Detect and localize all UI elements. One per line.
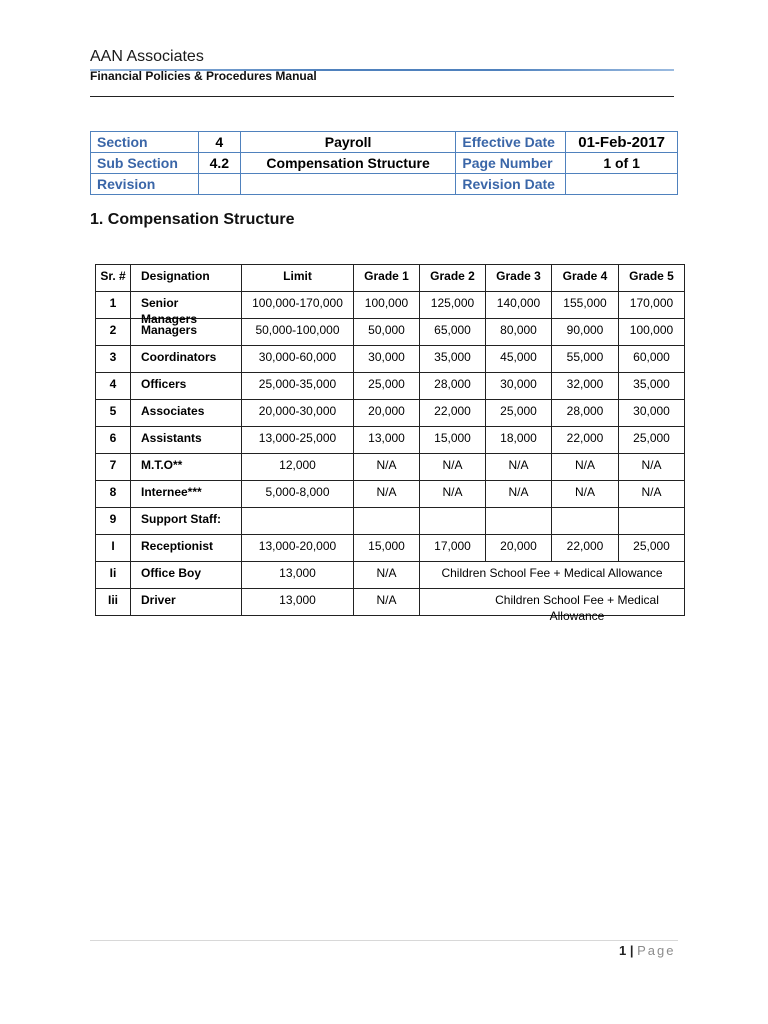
limit-cell (242, 508, 354, 535)
table-row (96, 373, 685, 400)
row-number: 3 (96, 346, 131, 373)
page-footer (619, 943, 676, 958)
footer-divider (90, 940, 678, 941)
document-meta-table (90, 131, 678, 195)
page-number-label: Page Number (456, 153, 566, 174)
limit-cell: 30,000-60,000 (242, 346, 354, 373)
grade-cell: 100,000 (354, 292, 420, 319)
limit-cell: 13,000 (242, 589, 354, 616)
row-number: Ii (96, 562, 131, 589)
grade-cell: 35,000 (619, 373, 685, 400)
limit-cell: 13,000-20,000 (242, 535, 354, 562)
grade-cell: N/A (619, 454, 685, 481)
grade-cell: 13,000 (354, 427, 420, 454)
footer-page-word: Page (637, 943, 676, 958)
row-number: 8 (96, 481, 131, 508)
grade-cell: 22,000 (420, 400, 486, 427)
footer-separator: | (629, 943, 634, 958)
compensation-table (95, 264, 685, 623)
grade-cell: N/A (420, 481, 486, 508)
grade-cell: 18,000 (486, 427, 552, 454)
grade-cell: 28,000 (420, 373, 486, 400)
table-row (96, 481, 685, 508)
table-row (96, 535, 685, 562)
grade-cell: 50,000 (354, 319, 420, 346)
grade-cell: 28,000 (552, 400, 619, 427)
grade-cell: N/A (420, 454, 486, 481)
column-header: Grade 5 (619, 265, 685, 292)
grade-cell: N/A (552, 454, 619, 481)
grade-cell: 30,000 (486, 373, 552, 400)
limit-cell: 100,000-170,000 (242, 292, 354, 319)
column-header: Sr. # (96, 265, 131, 292)
grade-cell: N/A (486, 481, 552, 508)
grade-cell: 22,000 (552, 427, 619, 454)
grade-cell: 22,000 (552, 535, 619, 562)
page-number-value: 1 of 1 (566, 153, 678, 174)
grade-cell: N/A (354, 589, 420, 616)
revision-date-label: Revision Date (456, 174, 566, 195)
row-number: 2 (96, 319, 131, 346)
table-row (96, 346, 685, 373)
designation-cell: M.T.O** (131, 454, 242, 481)
grade-cell: N/A (354, 562, 420, 589)
grade-cell: 25,000 (619, 535, 685, 562)
grade-cell (619, 508, 685, 535)
grade-cell: 100,000 (619, 319, 685, 346)
grade-cell (354, 508, 420, 535)
row-number: 7 (96, 454, 131, 481)
grade-cell: 170,000 (619, 292, 685, 319)
footer-page-number: 1 (619, 943, 627, 958)
grade-cell: N/A (619, 481, 685, 508)
designation-cell: Officers (131, 373, 242, 400)
column-header: Grade 3 (486, 265, 552, 292)
table-row (96, 292, 685, 319)
revision-label: Revision (91, 174, 199, 195)
grade-cell: 15,000 (420, 427, 486, 454)
column-header: Grade 4 (552, 265, 619, 292)
table-row (96, 589, 685, 616)
row-number: 1 (96, 292, 131, 319)
row-number: 6 (96, 427, 131, 454)
subsection-value: 4.2 (198, 153, 240, 174)
allowance-note: Children School Fee + Medical Allowance (420, 562, 685, 589)
grade-cell: 17,000 (420, 535, 486, 562)
row-number: 5 (96, 400, 131, 427)
designation-cell: Senior Managers (131, 292, 242, 319)
table-header-row (96, 265, 685, 292)
limit-cell: 50,000-100,000 (242, 319, 354, 346)
section-title: Payroll (240, 132, 456, 153)
column-header: Designation (131, 265, 242, 292)
designation-cell: Support Staff: (131, 508, 242, 535)
grade-cell: 125,000 (420, 292, 486, 319)
grade-cell: 80,000 (486, 319, 552, 346)
grade-cell: N/A (552, 481, 619, 508)
header-underline (90, 96, 674, 97)
allowance-note: Children School Fee + Medical Allowance (420, 589, 685, 616)
grade-cell: 32,000 (552, 373, 619, 400)
effective-date-label: Effective Date (456, 132, 566, 153)
column-header: Grade 1 (354, 265, 420, 292)
designation-cell: Internee*** (131, 481, 242, 508)
meta-row-section (91, 132, 678, 153)
grade-cell: 45,000 (486, 346, 552, 373)
grade-cell: 65,000 (420, 319, 486, 346)
table-row (96, 508, 685, 535)
manual-title: Financial Policies & Procedures Manual (90, 69, 317, 83)
revision-title (240, 174, 456, 195)
grade-cell (420, 508, 486, 535)
designation-cell: Receptionist (131, 535, 242, 562)
grade-cell: 25,000 (619, 427, 685, 454)
grade-cell (486, 508, 552, 535)
limit-cell: 13,000 (242, 562, 354, 589)
limit-cell: 12,000 (242, 454, 354, 481)
effective-date-value: 01-Feb-2017 (566, 132, 678, 153)
limit-cell: 5,000-8,000 (242, 481, 354, 508)
column-header: Limit (242, 265, 354, 292)
row-number: 9 (96, 508, 131, 535)
designation-cell: Associates (131, 400, 242, 427)
grade-cell: 20,000 (486, 535, 552, 562)
table-row (96, 562, 685, 589)
row-number: 4 (96, 373, 131, 400)
limit-cell: 13,000-25,000 (242, 427, 354, 454)
grade-cell: 90,000 (552, 319, 619, 346)
section-label: Section (91, 132, 199, 153)
grade-cell: 155,000 (552, 292, 619, 319)
designation-cell: Office Boy (131, 562, 242, 589)
limit-cell: 25,000-35,000 (242, 373, 354, 400)
grade-cell: 15,000 (354, 535, 420, 562)
designation-cell: Driver (131, 589, 242, 616)
grade-cell: 30,000 (354, 346, 420, 373)
company-name: AAN Associates (90, 48, 204, 65)
row-number: Iii (96, 589, 131, 616)
section-heading: 1. Compensation Structure (90, 211, 295, 228)
grade-cell: 20,000 (354, 400, 420, 427)
revision-value (198, 174, 240, 195)
designation-cell: Managers (131, 319, 242, 346)
grade-cell: 25,000 (486, 400, 552, 427)
revision-date-value (566, 174, 678, 195)
grade-cell: 25,000 (354, 373, 420, 400)
grade-cell: 30,000 (619, 400, 685, 427)
row-number: I (96, 535, 131, 562)
limit-cell: 20,000-30,000 (242, 400, 354, 427)
grade-cell: N/A (354, 454, 420, 481)
grade-cell (552, 508, 619, 535)
subsection-label: Sub Section (91, 153, 199, 174)
grade-cell: N/A (486, 454, 552, 481)
table-row (96, 319, 685, 346)
designation-cell: Assistants (131, 427, 242, 454)
table-row (96, 454, 685, 481)
table-row (96, 427, 685, 454)
grade-cell: 55,000 (552, 346, 619, 373)
grade-cell: 35,000 (420, 346, 486, 373)
grade-cell: 60,000 (619, 346, 685, 373)
column-header: Grade 2 (420, 265, 486, 292)
grade-cell: N/A (354, 481, 420, 508)
grade-cell: 140,000 (486, 292, 552, 319)
subsection-title: Compensation Structure (240, 153, 456, 174)
designation-cell: Coordinators (131, 346, 242, 373)
table-row (96, 400, 685, 427)
section-value: 4 (198, 132, 240, 153)
meta-row-revision (91, 174, 678, 195)
meta-row-subsection (91, 153, 678, 174)
